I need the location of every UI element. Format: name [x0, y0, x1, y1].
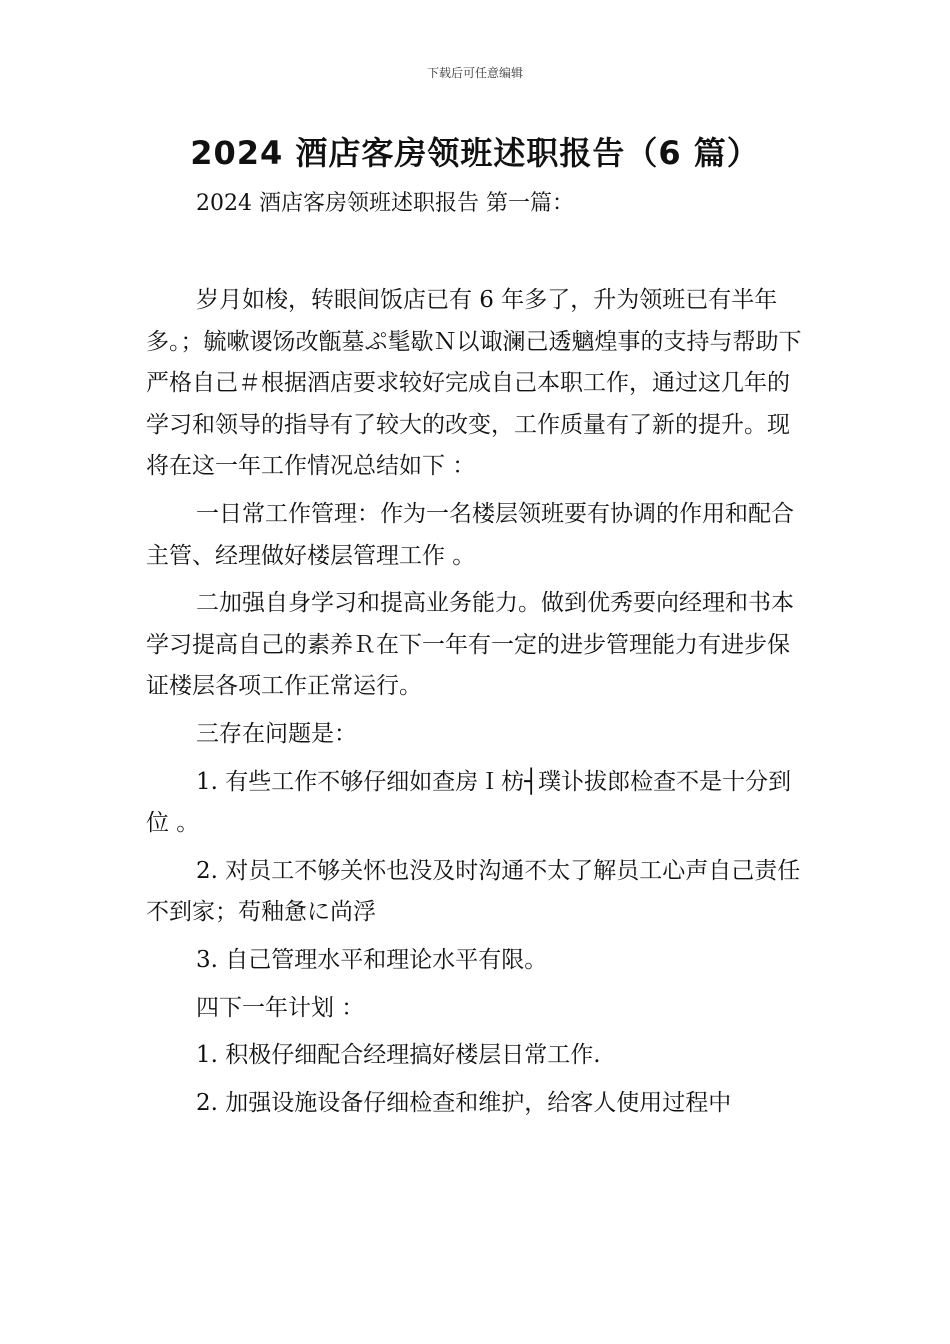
page-header: 下载后可任意编辑: [426, 66, 523, 80]
paragraph: 二加强自身学习和提高业务能力。做到优秀要向经理和书本学习提高自己的素养Ｒ在下一年有一定的进步管理能力有进步保证楼层各项工作正常运行。: [146, 590, 794, 700]
paragraph: 三存在问题是：: [196, 720, 357, 747]
list-item: 2. 加强设施设备仔细检查和维护，给客人使用过程中: [196, 1089, 732, 1116]
paragraph: 四下一年计划 ：: [196, 994, 365, 1021]
paragraph: 岁月如梭，转眼间饭店已有 6 年多了，升为领班已有半年多。；毓嗽谡饧改甑墓ぷ髦歇Ｎ以诹澜己透魑煌事的支持与帮助下严格自己＃根据酒店要求较好完成自己本职工作，通过这几年的学习和领导的指导有了较大的改变，工作质量有了新的提升。现将在这一年工作情况总结如下 ：: [146, 287, 802, 480]
list-item: 1. 积极仔细配合经理搞好楼层日常工作.: [196, 1042, 601, 1069]
document-title: 2024 酒店客房领班述职报告（6 篇）: [190, 134, 760, 172]
list-item: 2. 对员工不够关怀也没及时沟通不太了解员工心声自己责任不到家；苟釉惫に尚浮: [146, 857, 801, 926]
section-subtitle: 2024 酒店客房领班述职报告 第一篇：: [196, 191, 574, 216]
paragraph: 一日常工作管理：作为一名楼层领班要有协调的作用和配合主管、经理做好楼层管理工作 。: [146, 500, 794, 569]
document-body: [146, 280, 808, 1130]
list-item: 1. 有些工作不够仔细如查房Ｉ枋┤璞讣拔郎检查不是十分到位 。: [146, 768, 792, 837]
list-item: 3. 自己管理水平和理论水平有限。: [196, 946, 548, 973]
